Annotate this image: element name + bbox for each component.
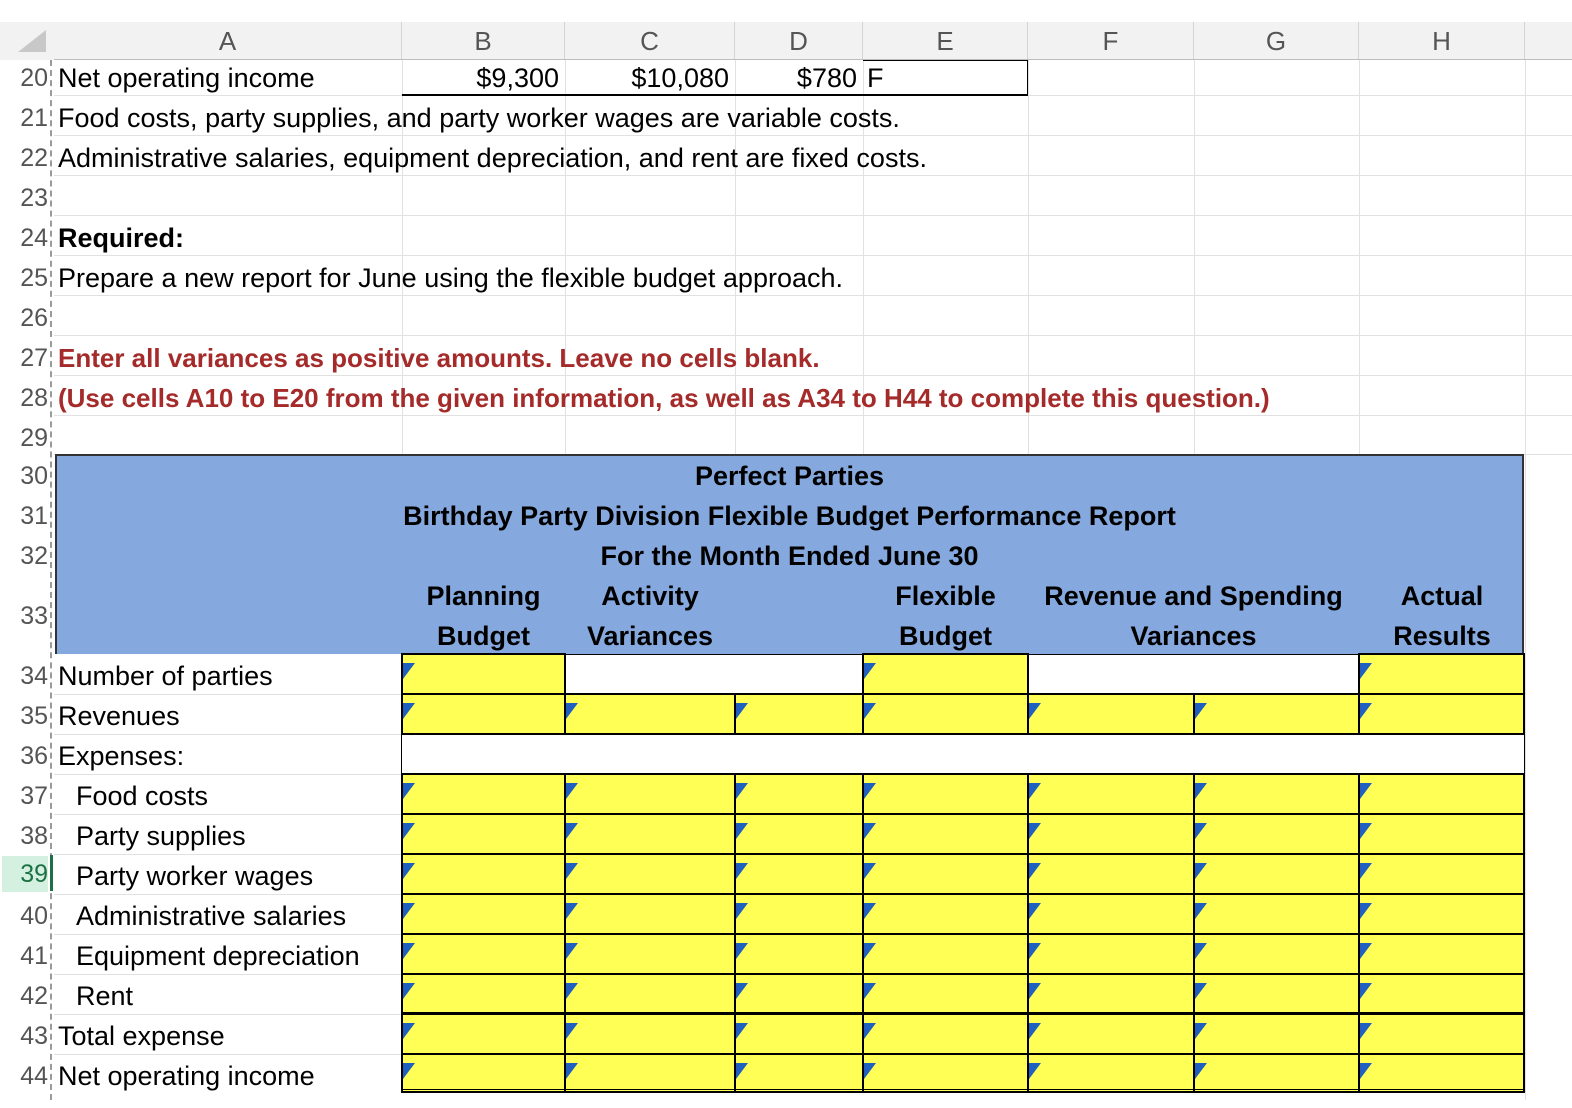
input-flag-icon bbox=[1029, 1063, 1041, 1079]
input-b42[interactable] bbox=[401, 973, 566, 1015]
cell-a21[interactable]: Food costs, party supplies, and party worker wages are variable costs. bbox=[58, 103, 900, 133]
input-flag-icon bbox=[1195, 903, 1207, 919]
input-c40[interactable] bbox=[564, 893, 736, 935]
input-flag-icon bbox=[1195, 703, 1207, 719]
row-header-selected[interactable]: 39 bbox=[2, 856, 48, 892]
input-e41[interactable] bbox=[862, 933, 1029, 975]
input-flag-icon bbox=[1195, 823, 1207, 839]
column-header-a[interactable]: A bbox=[54, 22, 402, 60]
input-flag-icon bbox=[1195, 1063, 1207, 1079]
input-g39[interactable] bbox=[1193, 853, 1360, 895]
input-f44[interactable] bbox=[1027, 1053, 1195, 1093]
input-flag-icon bbox=[864, 903, 876, 919]
row-header[interactable]: 31 bbox=[20, 502, 48, 530]
row-header[interactable]: 36 bbox=[20, 742, 48, 770]
input-d40[interactable] bbox=[734, 893, 864, 935]
cell-a28-instruction[interactable]: (Use cells A10 to E20 from the given information, as well as A34 to H44 to complete this question.) bbox=[58, 383, 1270, 413]
input-flag-icon bbox=[403, 663, 415, 679]
input-flag-icon bbox=[736, 703, 748, 719]
input-flag-icon bbox=[566, 783, 578, 799]
input-d35[interactable] bbox=[734, 693, 864, 735]
input-d39[interactable] bbox=[734, 853, 864, 895]
input-flag-icon bbox=[1360, 903, 1372, 919]
input-b35[interactable] bbox=[401, 693, 566, 735]
input-h42[interactable] bbox=[1358, 973, 1525, 1015]
column-header-h[interactable]: H bbox=[1359, 22, 1525, 60]
input-flag-icon bbox=[1360, 783, 1372, 799]
input-flag-icon bbox=[864, 663, 876, 679]
input-flag-icon bbox=[566, 1023, 578, 1039]
input-d44[interactable] bbox=[734, 1053, 864, 1093]
input-flag-icon bbox=[566, 863, 578, 879]
input-flag-icon bbox=[1029, 903, 1041, 919]
row-header[interactable]: 38 bbox=[20, 822, 48, 850]
cell-e20-border bbox=[863, 60, 1028, 95]
cell-a36[interactable]: Expenses: bbox=[58, 741, 185, 771]
input-flag-icon bbox=[1360, 1023, 1372, 1039]
input-flag-icon bbox=[864, 783, 876, 799]
input-b39[interactable] bbox=[401, 853, 566, 895]
row-header[interactable]: 32 bbox=[20, 542, 48, 570]
col-fg-header-line1: Revenue and Spending bbox=[1044, 581, 1343, 611]
row-header[interactable]: 27 bbox=[20, 344, 48, 372]
input-flag-icon bbox=[1195, 783, 1207, 799]
cell-cd34[interactable] bbox=[565, 654, 863, 694]
input-b43[interactable] bbox=[401, 1013, 566, 1055]
selected-row-indicator bbox=[50, 855, 53, 891]
input-h34[interactable] bbox=[1358, 653, 1525, 695]
input-g37[interactable] bbox=[1193, 773, 1360, 815]
col-e-header-line2: Budget bbox=[899, 621, 992, 651]
input-flag-icon bbox=[736, 943, 748, 959]
cell-a44[interactable]: Net operating income bbox=[58, 1061, 315, 1091]
col-b-header-line1: Planning bbox=[426, 581, 541, 611]
input-d42[interactable] bbox=[734, 973, 864, 1015]
input-h35[interactable] bbox=[1358, 693, 1525, 735]
row-header[interactable]: 23 bbox=[20, 184, 48, 212]
input-flag-icon bbox=[403, 1023, 415, 1039]
row-header[interactable]: 42 bbox=[20, 982, 48, 1010]
row-header[interactable]: 35 bbox=[20, 702, 48, 730]
column-header-b[interactable]: B bbox=[402, 22, 565, 60]
input-flag-icon bbox=[864, 983, 876, 999]
col-e-header-line1: Flexible bbox=[895, 581, 996, 611]
column-header-f[interactable]: F bbox=[1028, 22, 1194, 60]
input-d38[interactable] bbox=[734, 813, 864, 855]
input-flag-icon bbox=[403, 703, 415, 719]
input-flag-icon bbox=[403, 1063, 415, 1079]
cell-a40[interactable]: Administrative salaries bbox=[76, 901, 347, 931]
row-header[interactable]: 21 bbox=[20, 104, 48, 132]
input-flag-icon bbox=[736, 863, 748, 879]
input-flag-icon bbox=[864, 863, 876, 879]
input-c37[interactable] bbox=[564, 773, 736, 815]
report-title-company: Perfect Parties bbox=[694, 461, 885, 491]
row-header[interactable]: 40 bbox=[20, 902, 48, 930]
input-f38[interactable] bbox=[1027, 813, 1195, 855]
input-g44[interactable] bbox=[1193, 1053, 1360, 1093]
input-h37[interactable] bbox=[1358, 773, 1525, 815]
column-header-g[interactable]: G bbox=[1194, 22, 1359, 60]
column-header-c[interactable]: C bbox=[565, 22, 735, 60]
input-c38[interactable] bbox=[564, 813, 736, 855]
cell-a25[interactable]: Prepare a new report for June using the flexible budget approach. bbox=[58, 263, 844, 293]
input-d41[interactable] bbox=[734, 933, 864, 975]
col-c-header-line2: Variances bbox=[586, 621, 714, 651]
column-header-blank bbox=[1525, 22, 1572, 60]
cell-d20[interactable]: $780 bbox=[796, 63, 857, 93]
input-d37[interactable] bbox=[734, 773, 864, 815]
input-e35[interactable] bbox=[862, 693, 1029, 735]
input-g35[interactable] bbox=[1193, 693, 1360, 735]
input-flag-icon bbox=[736, 1063, 748, 1079]
row-header[interactable]: 29 bbox=[20, 424, 48, 452]
input-c43[interactable] bbox=[564, 1013, 736, 1055]
input-flag-icon bbox=[864, 1063, 876, 1079]
input-flag-icon bbox=[1360, 703, 1372, 719]
input-flag-icon bbox=[736, 823, 748, 839]
input-h38[interactable] bbox=[1358, 813, 1525, 855]
cell-b20[interactable]: $9,300 bbox=[476, 63, 559, 93]
input-g42[interactable] bbox=[1193, 973, 1360, 1015]
input-e42[interactable] bbox=[862, 973, 1029, 1015]
input-h40[interactable] bbox=[1358, 893, 1525, 935]
input-flag-icon bbox=[736, 903, 748, 919]
select-all-icon bbox=[18, 30, 46, 52]
row-header[interactable]: 25 bbox=[20, 264, 48, 292]
input-flag-icon bbox=[1360, 983, 1372, 999]
input-f41[interactable] bbox=[1027, 933, 1195, 975]
input-h43[interactable] bbox=[1358, 1013, 1525, 1055]
input-flag-icon bbox=[864, 1023, 876, 1039]
cell-a39[interactable]: Party worker wages bbox=[76, 861, 314, 891]
input-g41[interactable] bbox=[1193, 933, 1360, 975]
input-c44[interactable] bbox=[564, 1053, 736, 1093]
col-h-header-line2: Results bbox=[1393, 621, 1491, 651]
input-flag-icon bbox=[1029, 863, 1041, 879]
row-header[interactable]: 30 bbox=[20, 462, 48, 490]
input-flag-icon bbox=[1195, 943, 1207, 959]
input-flag-icon bbox=[1029, 983, 1041, 999]
input-e37[interactable] bbox=[862, 773, 1029, 815]
report-title-period: For the Month Ended June 30 bbox=[600, 541, 979, 571]
input-flag-icon bbox=[403, 903, 415, 919]
row-header[interactable]: 26 bbox=[20, 304, 48, 332]
input-f35[interactable] bbox=[1027, 693, 1195, 735]
cell-a22[interactable]: Administrative salaries, equipment depreciation, and rent are fixed costs. bbox=[58, 143, 927, 173]
input-d43[interactable] bbox=[734, 1013, 864, 1055]
input-flag-icon bbox=[566, 943, 578, 959]
col-c-header-line1: Activity bbox=[601, 581, 699, 611]
input-flag-icon bbox=[736, 1023, 748, 1039]
input-flag-icon bbox=[566, 903, 578, 919]
input-flag-icon bbox=[1360, 943, 1372, 959]
input-b40[interactable] bbox=[401, 893, 566, 935]
input-f39[interactable] bbox=[1027, 853, 1195, 895]
row-header[interactable]: 28 bbox=[20, 384, 48, 412]
input-flag-icon bbox=[403, 943, 415, 959]
cell-e20[interactable]: F bbox=[867, 63, 884, 93]
row-header[interactable]: 20 bbox=[20, 64, 48, 92]
input-flag-icon bbox=[1360, 1063, 1372, 1079]
input-g38[interactable] bbox=[1193, 813, 1360, 855]
cell-a27-instruction[interactable]: Enter all variances as positive amounts. Leave no cells blank. bbox=[58, 343, 820, 373]
input-g40[interactable] bbox=[1193, 893, 1360, 935]
cell-c20[interactable]: $10,080 bbox=[631, 63, 729, 93]
cell-a38[interactable]: Party supplies bbox=[76, 821, 246, 851]
input-flag-icon bbox=[1360, 823, 1372, 839]
input-flag-icon bbox=[566, 1063, 578, 1079]
input-h39[interactable] bbox=[1358, 853, 1525, 895]
input-flag-icon bbox=[566, 823, 578, 839]
input-b38[interactable] bbox=[401, 813, 566, 855]
input-flag-icon bbox=[1195, 1023, 1207, 1039]
input-e39[interactable] bbox=[862, 853, 1029, 895]
cell-a42[interactable]: Rent bbox=[76, 981, 134, 1011]
input-flag-icon bbox=[1029, 943, 1041, 959]
input-flag-icon bbox=[864, 943, 876, 959]
cell-b36-h36[interactable] bbox=[401, 734, 1525, 774]
col-fg-header-line2: Variances bbox=[1130, 621, 1257, 651]
input-c42[interactable] bbox=[564, 973, 736, 1015]
input-e38[interactable] bbox=[862, 813, 1029, 855]
col-h-header-line1: Actual bbox=[1400, 581, 1484, 611]
input-flag-icon bbox=[403, 983, 415, 999]
input-flag-icon bbox=[736, 983, 748, 999]
input-flag-icon bbox=[1029, 1023, 1041, 1039]
cell-a37[interactable]: Food costs bbox=[76, 781, 209, 811]
input-g43[interactable] bbox=[1193, 1013, 1360, 1055]
cell-a41[interactable]: Equipment depreciation bbox=[76, 941, 360, 971]
input-flag-icon bbox=[566, 703, 578, 719]
cell-a43[interactable]: Total expense bbox=[58, 1021, 225, 1051]
input-f40[interactable] bbox=[1027, 893, 1195, 935]
cell-a34[interactable]: Number of parties bbox=[58, 661, 273, 691]
input-f37[interactable] bbox=[1027, 773, 1195, 815]
net-income-double-underline bbox=[401, 1089, 1525, 1093]
input-flag-icon bbox=[864, 823, 876, 839]
input-e34[interactable] bbox=[862, 653, 1029, 695]
input-c41[interactable] bbox=[564, 933, 736, 975]
input-flag-icon bbox=[566, 983, 578, 999]
input-c39[interactable] bbox=[564, 853, 736, 895]
input-e40[interactable] bbox=[862, 893, 1029, 935]
input-flag-icon bbox=[1029, 703, 1041, 719]
row-header[interactable]: 22 bbox=[20, 144, 48, 172]
input-flag-icon bbox=[1029, 823, 1041, 839]
input-c35[interactable] bbox=[564, 693, 736, 735]
input-b41[interactable] bbox=[401, 933, 566, 975]
input-h44[interactable] bbox=[1358, 1053, 1525, 1093]
input-flag-icon bbox=[1360, 863, 1372, 879]
column-header-d[interactable]: D bbox=[735, 22, 863, 60]
input-flag-icon bbox=[403, 823, 415, 839]
input-flag-icon bbox=[1360, 663, 1372, 679]
input-f43[interactable] bbox=[1027, 1013, 1195, 1055]
input-b37[interactable] bbox=[401, 773, 566, 815]
input-flag-icon bbox=[1195, 863, 1207, 879]
row-header[interactable]: 41 bbox=[20, 942, 48, 970]
input-f42[interactable] bbox=[1027, 973, 1195, 1015]
input-b34[interactable] bbox=[401, 653, 566, 695]
input-e43[interactable] bbox=[862, 1013, 1029, 1055]
column-header-e[interactable]: E bbox=[863, 22, 1028, 60]
input-b44[interactable] bbox=[401, 1053, 566, 1093]
input-flag-icon bbox=[1195, 983, 1207, 999]
cell-a24[interactable]: Required: bbox=[58, 223, 185, 253]
input-flag-icon bbox=[864, 703, 876, 719]
input-h41[interactable] bbox=[1358, 933, 1525, 975]
row-header-divider bbox=[50, 60, 54, 1100]
col-b-header-line2: Budget bbox=[437, 621, 530, 651]
row-header[interactable]: 44 bbox=[20, 1062, 48, 1090]
row-header[interactable]: 43 bbox=[20, 1022, 48, 1050]
cell-a35[interactable]: Revenues bbox=[58, 701, 180, 731]
row-header[interactable]: 24 bbox=[20, 224, 48, 252]
report-title-name: Birthday Party Division Flexible Budget Performance Report bbox=[403, 501, 1176, 531]
row-header[interactable]: 33 bbox=[20, 602, 48, 630]
cell-a20[interactable]: Net operating income bbox=[58, 63, 315, 93]
input-e44[interactable] bbox=[862, 1053, 1029, 1093]
cell-fg34[interactable] bbox=[1028, 654, 1359, 694]
input-flag-icon bbox=[403, 783, 415, 799]
row-header[interactable]: 34 bbox=[20, 662, 48, 690]
input-flag-icon bbox=[1029, 783, 1041, 799]
input-flag-icon bbox=[403, 863, 415, 879]
input-flag-icon bbox=[736, 783, 748, 799]
row-header[interactable]: 37 bbox=[20, 782, 48, 810]
